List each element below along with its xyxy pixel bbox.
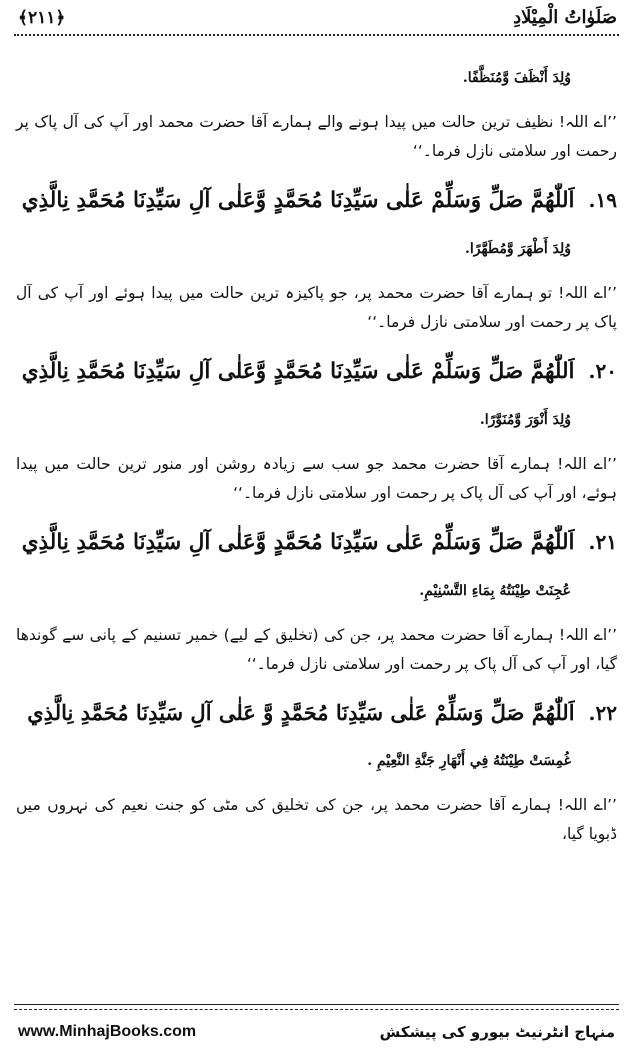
urdu-translation: ’’اے اللہ! ہمارے آقا حضرت محمد پر، جن کی تخلیق کی مٹی کو جنت نعیم کی نہروں میں ڈبویا گیا،	[16, 796, 617, 843]
urdu-translation: ’’اے اللہ! ہمارے آقا حضرت محمد پر، جن کی (تخلیق کے لیے) خمیر تسنیم کے پانی سے گوندھا گیا، اور آپ کی آل پاک پر رحمت اور سلامتی نازل فرما۔‘‘	[16, 626, 617, 673]
item-number: ٢١.	[588, 530, 617, 554]
page-body	[16, 54, 617, 859]
arabic-line-1	[16, 689, 617, 737]
salawat-item-20	[16, 347, 617, 508]
item-number: ٢٠.	[588, 359, 617, 383]
arabic-line-1	[16, 176, 617, 225]
website-link[interactable]: www.MinhajBooks.com	[18, 1023, 197, 1040]
footer-divider	[14, 1004, 619, 1005]
arabic-line-1-text: اَللّٰهُمَّ صَلِّ وَسَلِّمْ عَلٰى سَيِّدِنَا مُحَمَّدٍ وَّعَلٰى آلِ سَيِّدِنَا مُحَمَّدِ نِالَّذِي	[21, 530, 575, 555]
arabic-line-2: وُلِدَ أَطْهَرَ وَّمُطَهَّرًا.	[464, 241, 571, 257]
arabic-text	[16, 689, 617, 785]
arabic-text	[16, 54, 617, 102]
page-number: ﴿٢١١﴾	[18, 7, 66, 28]
arabic-line-1	[16, 347, 617, 396]
publisher-credit: منہاج انٹرنیٹ بیورو کی پیشکش	[379, 1023, 615, 1041]
urdu-translation: ’’اے اللہ! نظیف ترین حالت میں پیدا ہونے والے ہمارے آقا حضرت محمد اور آپ کی آل پاک پر رحمت اور سلامتی نازل فرما۔‘‘	[16, 113, 617, 160]
arabic-line-1-text: اَللّٰهُمَّ صَلِّ وَسَلِّمْ عَلٰى سَيِّدِنَا مُحَمَّدٍ وَّعَلٰى آلِ سَيِّدِنَا مُحَمَّدِ نِالَّذِي	[21, 188, 575, 213]
arabic-line-2: عُجِنَتْ طِيْنَتُهُ بِمَاءِ التَّسْنِيْمِ.	[419, 583, 571, 599]
page-header	[18, 2, 617, 32]
arabic-line-2: غُمِسَتْ طِيْنَتُهُ فِي أَنْهَارِ جَنَّةِ النَّعِيْمِ .	[367, 753, 571, 769]
arabic-line-2: وُلِدَ أَنْظَفَ وَّمُنَظَّفًا.	[462, 70, 571, 86]
book-title: صَلَوٰاتُ الْمِیْلَادِ	[513, 6, 617, 28]
arabic-line-1-text: اَللّٰهُمَّ صَلِّ وَسَلِّمْ عَلٰى سَيِّدِنَا مُحَمَّدٍ وَّ عَلٰى آلِ سَيِّدِنَا مُحَمَّدِ نِالَّذِي	[27, 700, 575, 725]
arabic-text	[16, 176, 617, 273]
urdu-translation: ’’اے اللہ! تو ہمارے آقا حضرت محمد پر، جو پاکیزہ ترین حالت میں پیدا ہوئے اور آپ کی آل پاک پر رحمت اور سلامتی نازل فرما۔‘‘	[16, 284, 617, 331]
salawat-item-18	[16, 54, 617, 166]
arabic-line-1	[16, 518, 617, 567]
item-number: ١٩.	[588, 188, 617, 212]
urdu-translation: ’’اے اللہ! ہمارے آقا حضرت محمد جو سب سے زیادہ روشن اور منور ترین حالت میں پیدا ہوئے، اور آپ کی آل پاک پر رحمت اور سلامتی نازل فرما۔‘‘	[16, 455, 617, 502]
salawat-item-21	[16, 518, 617, 679]
salawat-item-19	[16, 176, 617, 337]
salawat-item-22	[16, 689, 617, 849]
arabic-text	[16, 518, 617, 615]
arabic-text	[16, 347, 617, 444]
arabic-line-1-text: اَللّٰهُمَّ صَلِّ وَسَلِّمْ عَلٰى سَيِّدِنَا مُحَمَّدٍ وَّعَلٰى آلِ سَيِّدِنَا مُحَمَّدِ نِالَّذِي	[21, 359, 575, 384]
item-number: ٢٢.	[588, 701, 617, 725]
footer-divider-dashed	[14, 1009, 619, 1010]
arabic-line-2: وُلِدَ أَنْوَرَ وَّمُنَوَّرًا.	[479, 412, 571, 428]
header-divider	[14, 34, 619, 36]
page-footer	[18, 1018, 615, 1046]
